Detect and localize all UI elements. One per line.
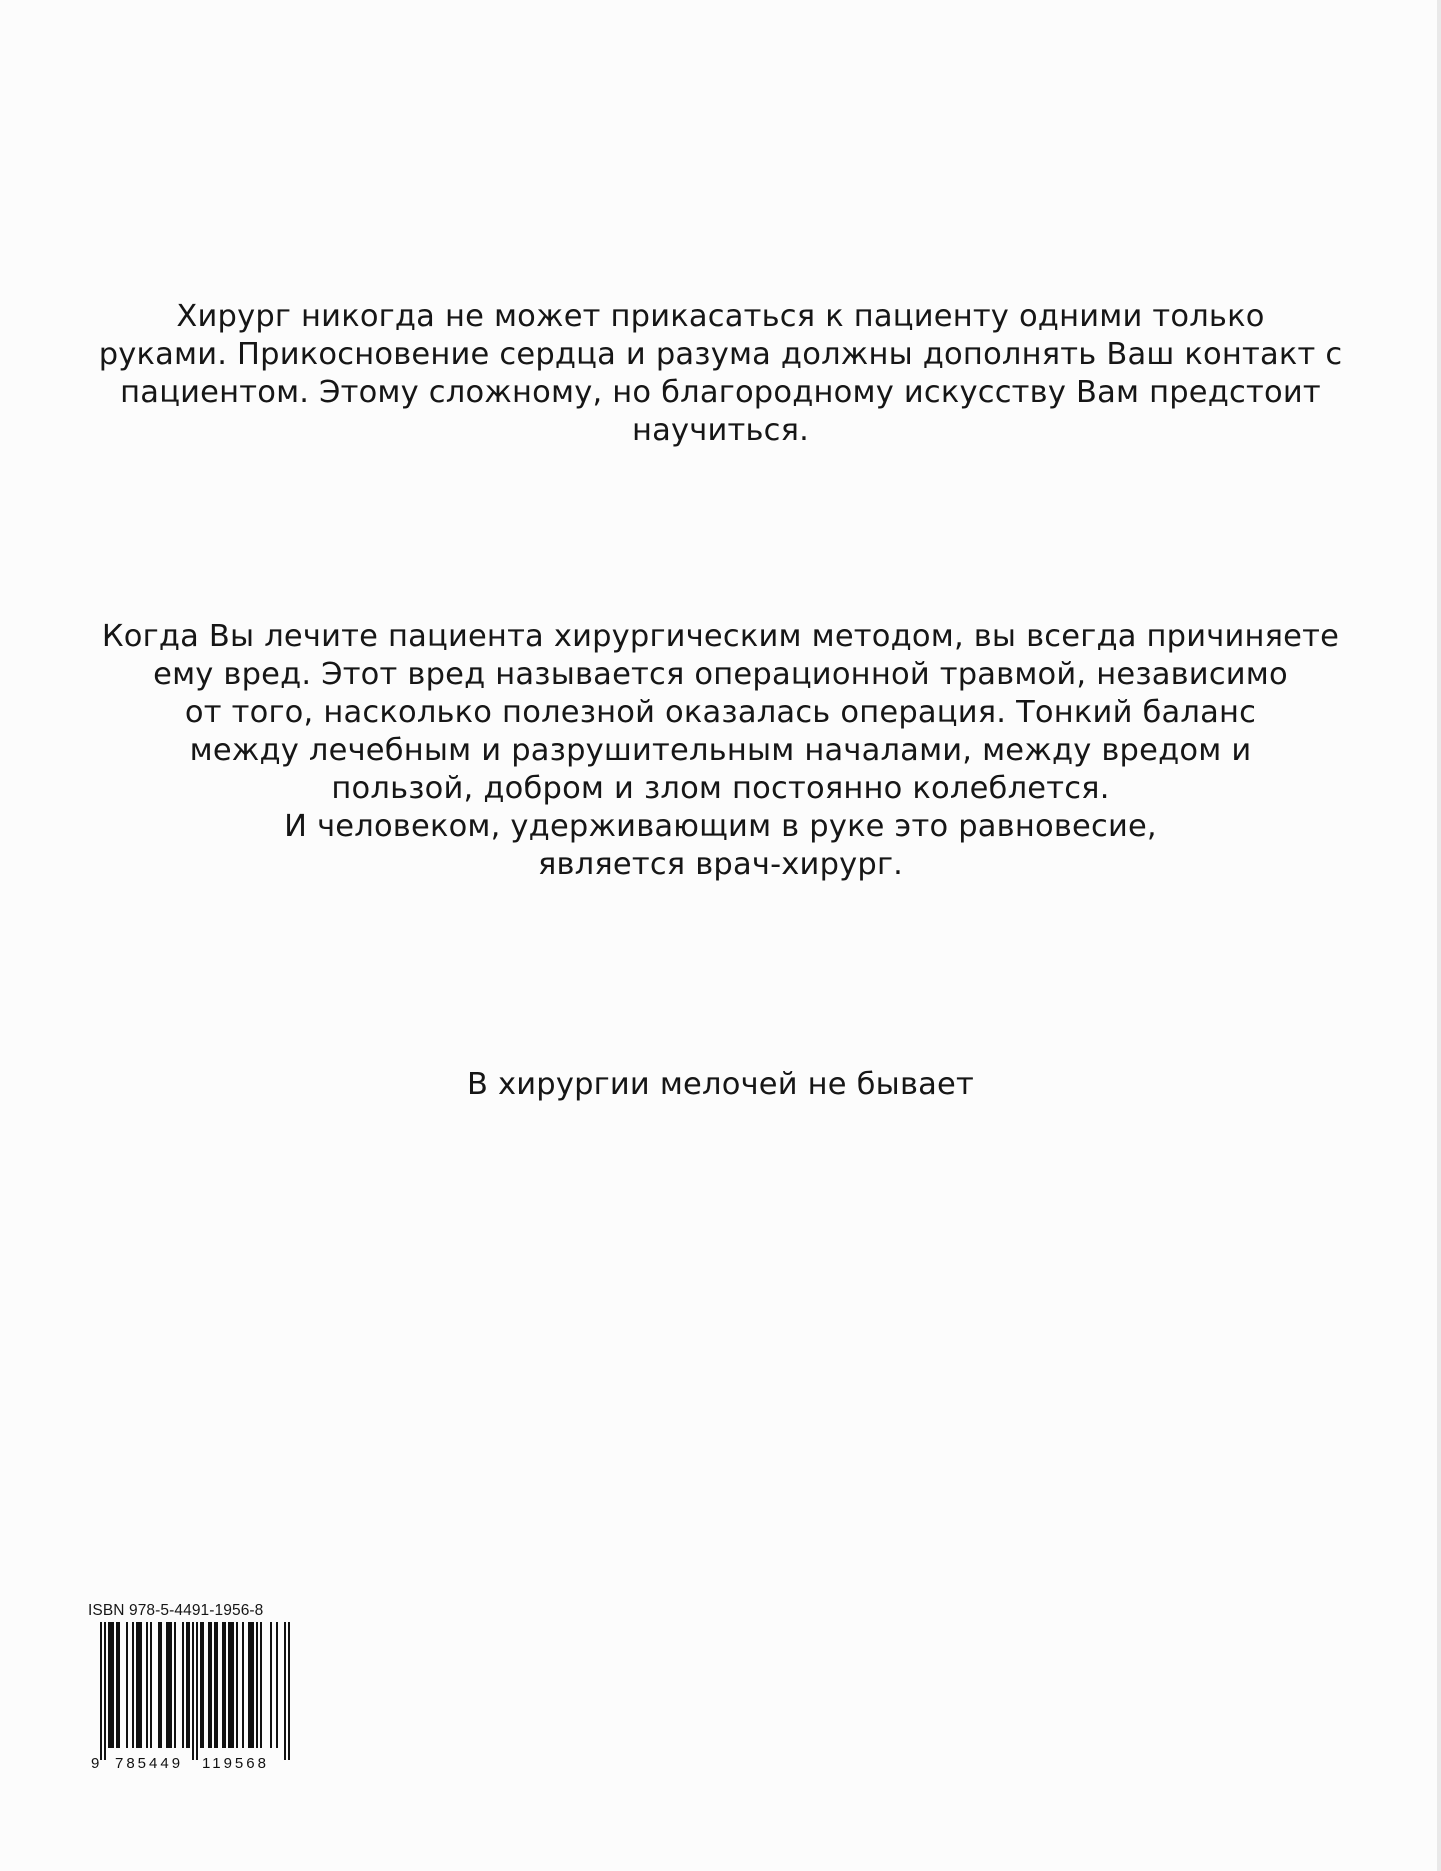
- barcode-guard-bar: [104, 1622, 106, 1760]
- quote-no-trifles: [0, 1066, 1441, 1104]
- quote-touch-of-heart: [0, 298, 1441, 450]
- quote-surgical-harm: [0, 618, 1441, 884]
- barcode-bar: [236, 1622, 238, 1748]
- barcode-bar: [208, 1622, 212, 1748]
- barcode-bar: [270, 1622, 272, 1748]
- quote-line: между лечебным и разрушительным началами, между вредом и: [189, 733, 1252, 768]
- barcode-bar: [146, 1622, 148, 1748]
- barcode-bar: [182, 1622, 184, 1748]
- quote-line: Хирург никогда не может прикасаться к пациенту одними только: [176, 299, 1265, 334]
- barcode-bar: [200, 1622, 204, 1748]
- barcode-guard-bar: [288, 1622, 290, 1760]
- barcode-bar: [116, 1622, 120, 1748]
- quote-line: Когда Вы лечите пациента хирургическим методом, вы всегда причиняете: [101, 619, 1340, 654]
- barcode-digits-left: 785449: [115, 1755, 184, 1772]
- barcode-bar: [260, 1622, 262, 1748]
- barcode-bar: [186, 1622, 190, 1748]
- quote-line: от того, насколько полезной оказалась операция. Тонкий баланс: [184, 695, 1257, 730]
- quote-line: ему вред. Этот вред называется операционной травмой, независимо: [153, 657, 1288, 692]
- quote-line: пациентом. Этому сложному, но благородному искусству Вам предстоит: [120, 375, 1321, 410]
- barcode-bar: [158, 1622, 162, 1748]
- barcode-bar: [276, 1622, 278, 1748]
- barcode-bar: [132, 1622, 134, 1748]
- barcode-bar: [136, 1622, 142, 1748]
- barcode-bar: [256, 1622, 258, 1748]
- barcode-guard-bar: [100, 1622, 102, 1760]
- barcode-bars: [88, 1620, 300, 1772]
- barcode-guard-bar: [284, 1622, 286, 1760]
- quote-line: руками. Прикосновение сердца и разума должны дополнять Ваш контакт с: [98, 337, 1343, 372]
- barcode-guard-bar: [196, 1622, 198, 1760]
- isbn-barcode: [88, 1602, 300, 1772]
- barcode-bar: [228, 1622, 234, 1748]
- barcode-bar: [174, 1622, 176, 1748]
- barcode-bar: [150, 1622, 152, 1748]
- quote-line: пользой, добром и злом постоянно колеблется.: [331, 771, 1110, 806]
- barcode-digit-prefix: 9: [91, 1755, 100, 1772]
- quote-line: В хирургии мелочей не бывает: [467, 1067, 974, 1102]
- isbn-label: ISBN 978-5-4491-1956-8: [88, 1602, 264, 1619]
- barcode-bar: [242, 1622, 244, 1748]
- barcode-bar: [108, 1622, 114, 1748]
- barcode-bar: [126, 1622, 128, 1748]
- barcode-digits-right: 119568: [202, 1755, 269, 1772]
- barcode-bar: [248, 1622, 254, 1748]
- quote-line: научиться.: [631, 413, 810, 448]
- barcode-guard-bar: [192, 1622, 194, 1760]
- barcode-bar: [214, 1622, 218, 1748]
- barcode-bar: [222, 1622, 226, 1748]
- quote-line: И человеком, удерживающим в руке это равновесие,: [284, 809, 1157, 844]
- barcode-bar: [166, 1622, 172, 1748]
- quote-line: является врач-хирург.: [537, 847, 904, 882]
